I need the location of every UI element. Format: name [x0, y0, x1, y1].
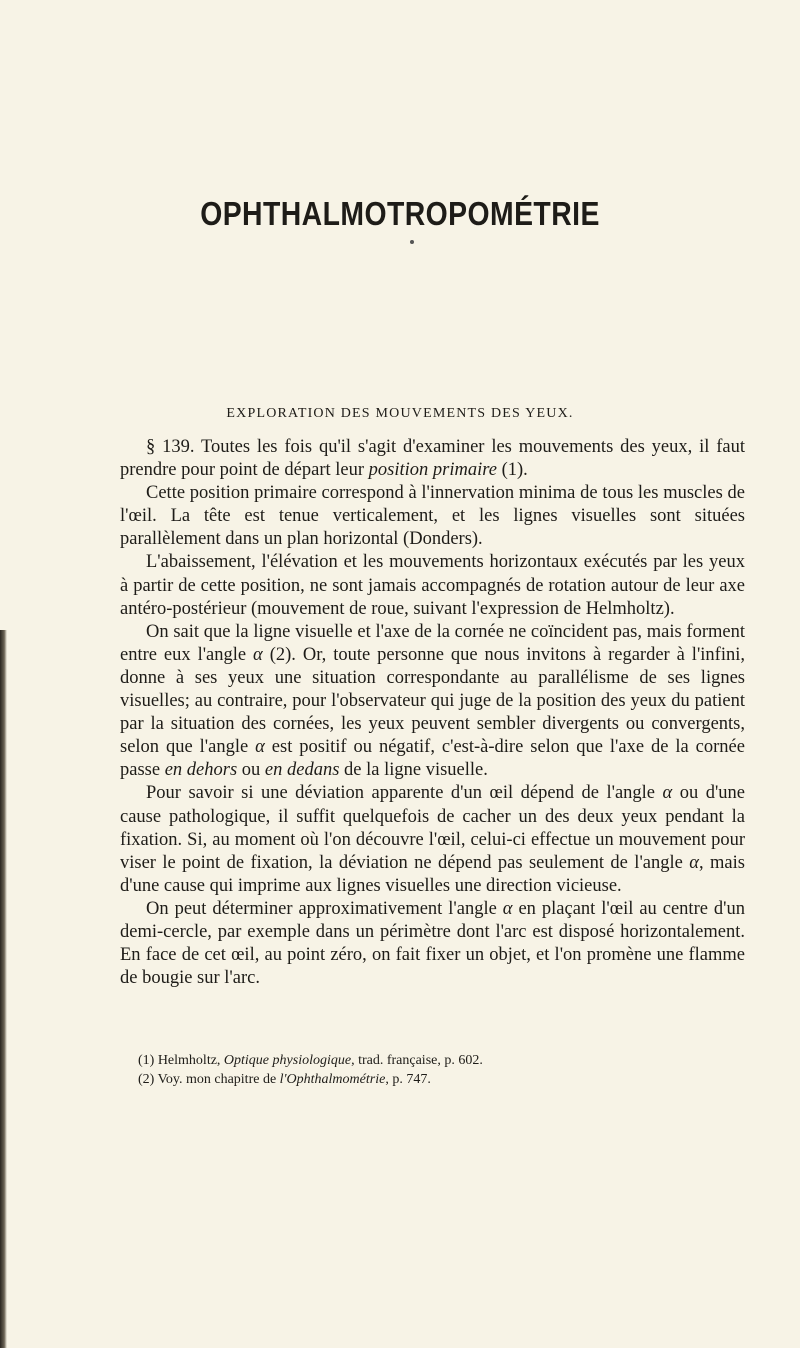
page-edge-shadow — [0, 630, 7, 1348]
page-title: OPHTHALMOTROPOMÉTRIE — [200, 195, 600, 232]
paragraph-determination: On peut déterminer approximativement l'angle α en plaçant l'œil au centre d'un demi-cercle, par exemple dans un périmètre dont l'arc est disposé horizontalement. En face de cet œil, au point zéro, on fait fixer un objet, et l'on promène une flamme de bougie sur l'arc. — [120, 898, 745, 989]
paragraph-abaissement: L'abaissement, l'élévation et les mouvements horizontaux exécutés par les yeux à partir de cette position, ne sont jamais accompagnés de rotation autour de leur axe antéro-postérieur (mouvement de roue, suivant l'expression de Helmholtz). — [120, 552, 745, 619]
footnote-1: (1) Helmholtz, Optique physiologique, trad. française, p. 602. — [138, 1053, 483, 1068]
emphasis-en-dedans: en dedans — [264, 760, 340, 781]
footnote-2-work-title: l'Ophthalmométrie — [279, 1072, 386, 1087]
alpha-symbol: α — [255, 737, 265, 758]
main-text — [120, 436, 745, 990]
paragraph-angle-alpha: On sait que la ligne visuelle et l'axe de la cornée ne coïncident pas, mais forment entre eux l'angle α (2). Or, toute personne que nous invitons à regarder à l'infini, donne à ses yeux une situation correspondante au parallélisme de ses lignes visuelles; au contraire, pour l'observateur qui juge de la position des yeux du patient par la situation des cornées, les yeux peuvent sembler divergents ou convergents, selon que l'angle α est positif ou négatif, c'est-à-dire selon que l'axe de la cornée passe en dehors ou en dedans de la ligne visuelle. — [120, 621, 745, 781]
alpha-symbol: α — [689, 852, 699, 873]
emphasis-en-dehors: en dehors — [164, 760, 238, 781]
alpha-symbol: α — [662, 783, 673, 804]
footnotes — [138, 1051, 745, 1089]
paragraph-139: § 139. Toutes les fois qu'il s'agit d'examiner les mouvements des yeux, il faut prendre pour point de départ leur position primaire (1). — [120, 437, 745, 481]
footnote-1-work-title: Optique physiologique — [223, 1053, 352, 1068]
paragraph-position-primaire: Cette position primaire correspond à l'innervation minima de tous les muscles de l'œil. La tête est tenue verticalement, et les lignes visuelles sont situées parallèlement dans un plan horizontal (Donders). — [120, 483, 745, 550]
section-subtitle: EXPLORATION DES MOUVEMENTS DES YEUX. — [226, 406, 574, 421]
emphasis-position-primaire: position primaire — [368, 460, 497, 481]
paragraph-deviation: Pour savoir si une déviation apparente d'un œil dépend de l'angle α ou d'une cause pathologique, il suffit quelquefois de cacher un des deux yeux pendant la fixation. Si, au moment où l'on découvre l'œil, celui-ci effectue un mouvement pour viser le point de fixation, la déviation ne dépend pas seulement de l'angle α, mais d'une cause qui imprime aux lignes visuelles une direction vicieuse. — [120, 783, 745, 896]
alpha-symbol: α — [502, 898, 513, 919]
alpha-symbol: α — [253, 644, 263, 665]
footnote-2: (2) Voy. mon chapitre de l'Ophthalmométrie, p. 747. — [138, 1072, 431, 1087]
title-ornament-dot — [410, 240, 414, 244]
